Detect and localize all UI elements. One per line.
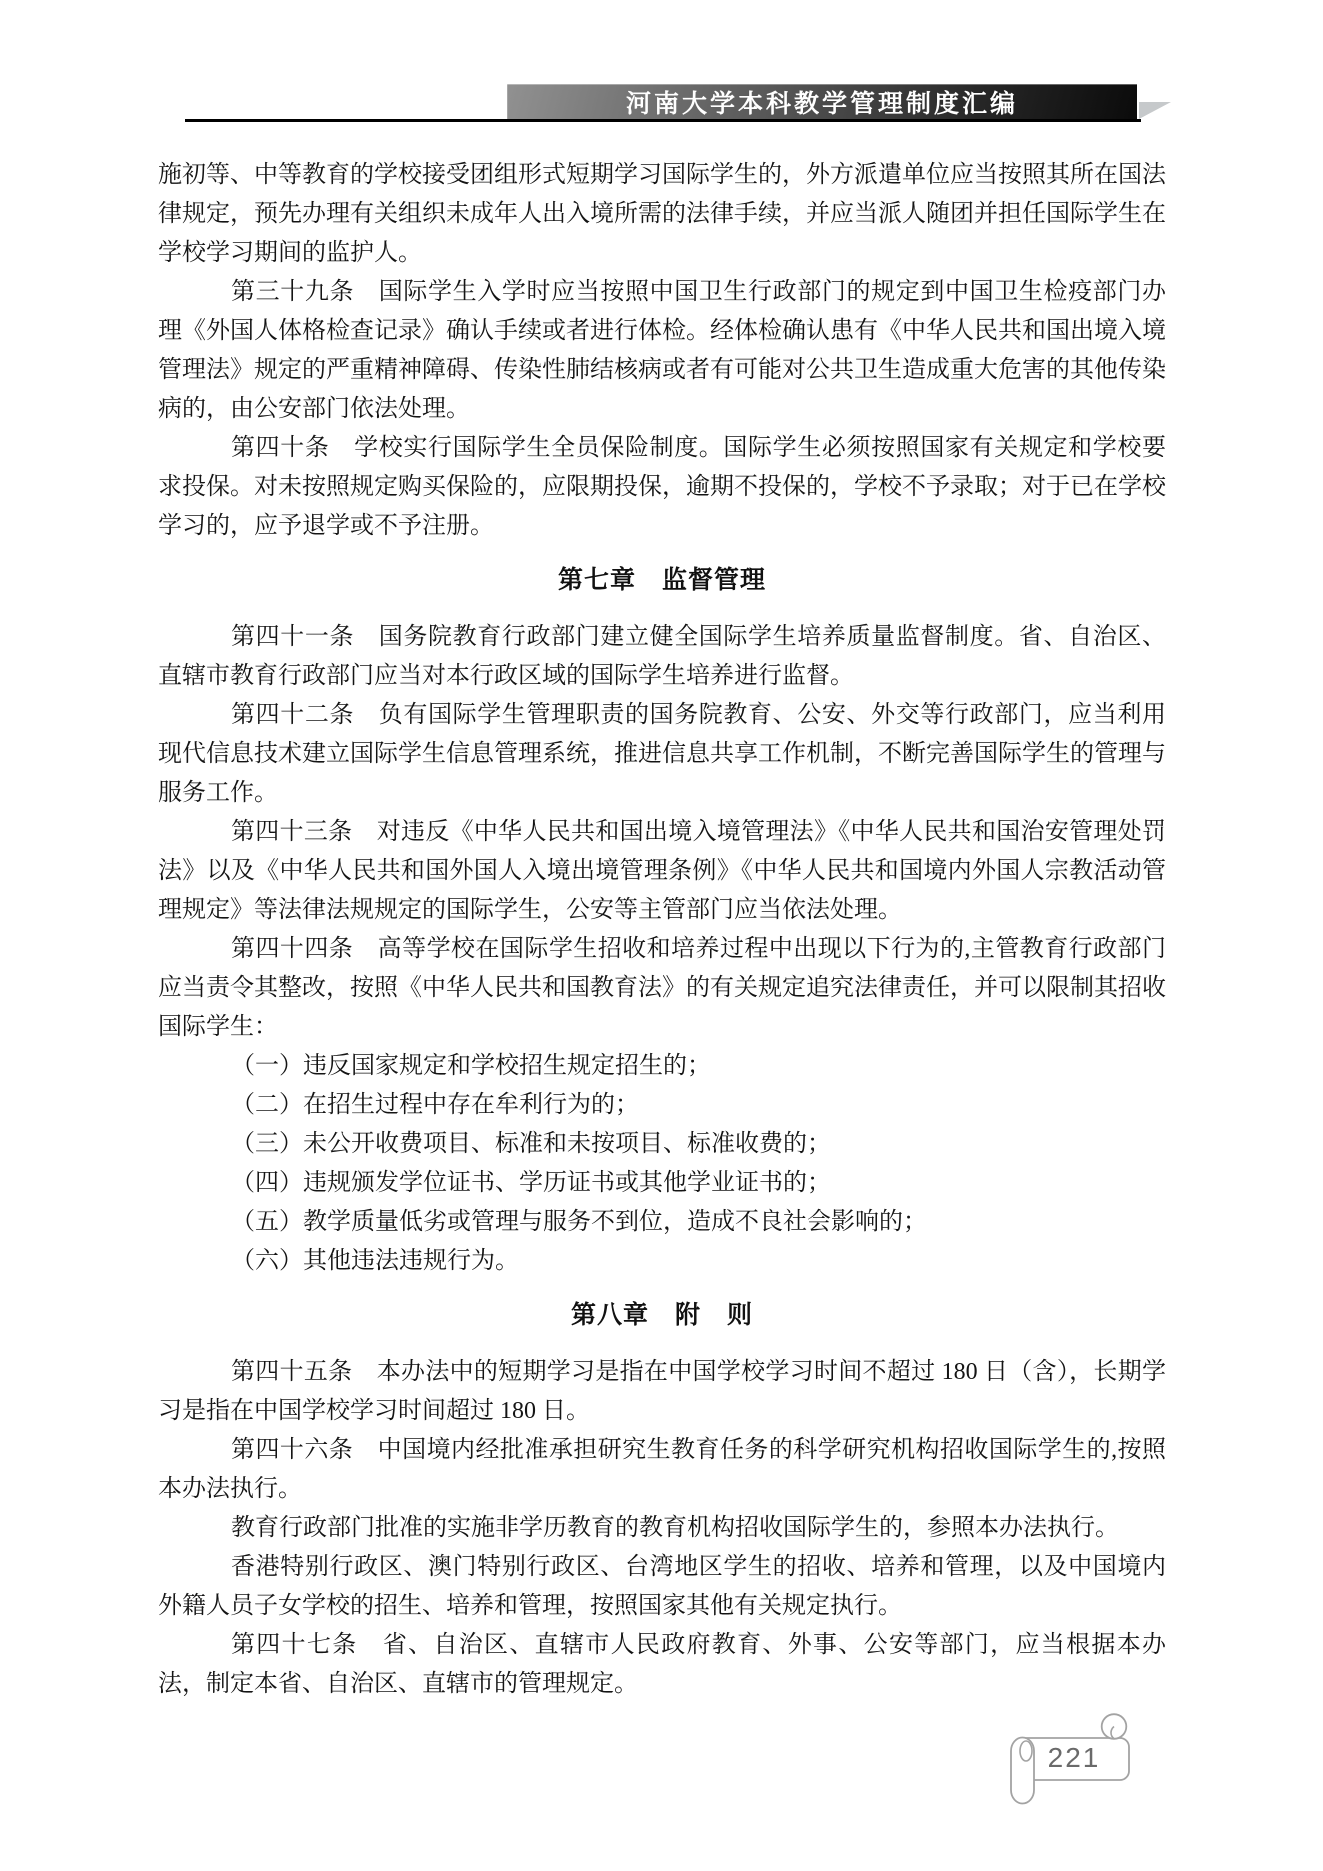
header-rule: [185, 119, 1141, 122]
page-number: 221: [1047, 1742, 1101, 1773]
list-item: （四）违规颁发学位证书、学历证书或其他学业证书的；: [231, 1170, 831, 1196]
paragraph: 第四十七条 省、自治区、直辖市人民政府教育、外事、公安等部门，应当根据本办法，制定本省、自治区、直辖市的管理规定。: [158, 1632, 1166, 1697]
paragraph: 第三十九条 国际学生入学时应当按照中国卫生行政部门的规定到中国卫生检疫部门办理《外国人体格检查记录》确认手续或者进行体检。经体检确认患有《中华人民共和国出境入境管理法》规定的严重精神障碍、传染性肺结核病或者有可能对公共卫生造成重大危害的其他传染病的，由公安部门依法处理。: [158, 279, 1166, 422]
list-item: （三）未公开收费项目、标准和未按项目、标准收费的；: [231, 1131, 831, 1157]
list-item: （二）在招生过程中存在牟利行为的；: [231, 1092, 639, 1118]
paragraph: 第四十六条 中国境内经批准承担研究生教育任务的科学研究机构招收国际学生的,按照本办法执行。: [158, 1437, 1166, 1502]
list-item: （五）教学质量低劣或管理与服务不到位，造成不良社会影响的；: [231, 1209, 927, 1235]
paragraph: 第四十三条 对违反《中华人民共和国出境入境管理法》《中华人民共和国治安管理处罚法》以及《中华人民共和国外国人入境出境管理条例》《中华人民共和国境内外国人宗教活动管理规定》等法律法规规定的国际学生，公安等主管部门应当依法处理。: [158, 819, 1166, 923]
paragraph: 第四十二条 负有国际学生管理职责的国务院教育、公安、外交等行政部门，应当利用现代信息技术建立国际学生信息管理系统，推进信息共享工作机制，不断完善国际学生的管理与服务工作。: [158, 702, 1166, 806]
section-heading-chapter-7: 第七章 监督管理: [557, 566, 766, 594]
list-item: （一）违反国家规定和学校招生规定招生的；: [231, 1053, 711, 1079]
paragraph: 第四十四条 高等学校在国际学生招收和培养过程中出现以下行为的,主管教育行政部门应当责令其整改，按照《中华人民共和国教育法》的有关规定追究法律责任，并可以限制其招收国际学生：: [158, 936, 1166, 1040]
header-flag-icon: [1139, 102, 1171, 119]
header-title-bar: [507, 84, 1137, 120]
section-heading-chapter-8: 第八章 附 则: [570, 1301, 753, 1329]
page-scroll-icon: [1004, 1706, 1134, 1810]
paragraph: 香港特别行政区、澳门特别行政区、台湾地区学生的招收、培养和管理，以及中国境内外籍人员子女学校的招生、培养和管理，按照国家其他有关规定执行。: [158, 1554, 1166, 1619]
paragraph: 第四十五条 本办法中的短期学习是指在中国学校学习时间不超过 180 日（含），长期学习是指在中国学校学习时间超过 180 日。: [158, 1359, 1166, 1424]
document-content: [158, 156, 1166, 1704]
page-title: 河南大学本科教学管理制度汇编: [625, 91, 1018, 118]
paragraph: 第四十条 学校实行国际学生全员保险制度。国际学生必须按照国家有关规定和学校要求投保。对未按照规定购买保险的，应限期投保，逾期不投保的，学校不予录取；对于已在学校学习的，应予退学或不予注册。: [158, 435, 1166, 539]
list-item: （六）其他违法违规行为。: [231, 1248, 519, 1274]
paragraph: 施初等、中等教育的学校接受团组形式短期学习国际学生的，外方派遣单位应当按照其所在国法律规定，预先办理有关组织未成年人出入境所需的法律手续，并应当派人随团并担任国际学生在学校学习期间的监护人。: [158, 162, 1166, 266]
paragraph: 第四十一条 国务院教育行政部门建立健全国际学生培养质量监督制度。省、自治区、直辖市教育行政部门应当对本行政区域的国际学生培养进行监督。: [158, 624, 1166, 689]
paragraph: 教育行政部门批准的实施非学历教育的教育机构招收国际学生的，参照本办法执行。: [231, 1515, 1119, 1541]
scroll-roll-left: [1011, 1738, 1034, 1804]
